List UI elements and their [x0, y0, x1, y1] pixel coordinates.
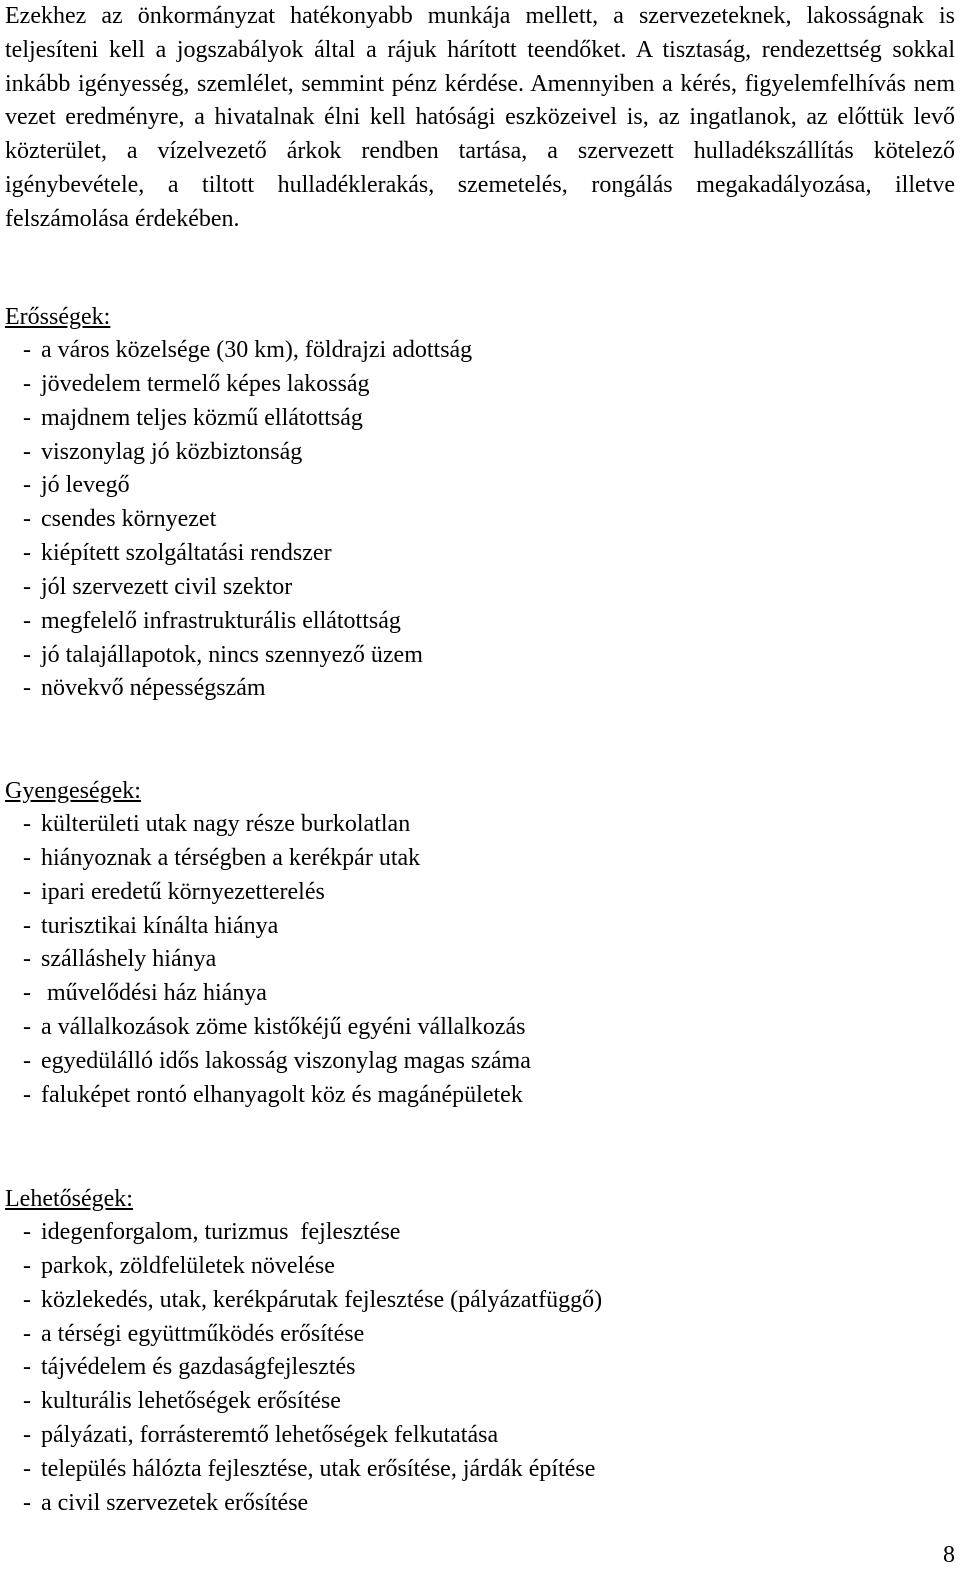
list-item	[5, 402, 955, 436]
bullet-dash: -	[23, 1422, 31, 1449]
list-item-text: turisztikai kínálta hiánya	[41, 912, 279, 939]
list-item-text: egyedülálló idős lakosság viszonylag magas száma	[41, 1047, 531, 1074]
list-item	[5, 1351, 955, 1385]
list-item-text: kulturális lehetőségek erősítése	[41, 1388, 341, 1415]
list-item-text: a vállalkozások zöme kistőkéjű egyéni vállalkozás	[41, 1014, 526, 1041]
list-item	[5, 808, 955, 842]
list-item-text: csendes környezet	[41, 506, 217, 533]
list-item	[5, 910, 955, 944]
list-item	[5, 368, 955, 402]
list-item-text: település hálózta fejlesztése, utak erősítése, járdák építése	[41, 1455, 596, 1482]
list-item	[5, 1250, 955, 1284]
page-number: 8	[943, 1542, 955, 1568]
list-item-text: jól szervezett civil szektor	[41, 573, 293, 600]
strengths-heading: Erősségek:	[5, 304, 111, 330]
list-item	[5, 1079, 955, 1113]
opportunities-section	[5, 1182, 955, 1521]
list-item-text: szálláshely hiánya	[41, 946, 217, 973]
bullet-dash: -	[23, 438, 31, 465]
list-item	[5, 1216, 955, 1250]
bullet-dash: -	[23, 540, 31, 567]
list-item	[5, 1487, 955, 1521]
bullet-dash: -	[23, 811, 31, 837]
bullet-dash: -	[23, 641, 31, 668]
list-item	[5, 334, 955, 368]
list-item-text: a város közelsége (30 km), földrajzi adottság	[41, 337, 473, 363]
list-item-text: idegenforgalom, turizmus fejlesztése	[41, 1219, 401, 1245]
list-item-text: külterületi utak nagy része burkolatlan	[41, 811, 411, 837]
list-item-text: viszonylag jó közbiztonság	[41, 438, 303, 465]
list-item-text: jövedelem termelő képes lakosság	[41, 370, 370, 397]
weaknesses-heading: Gyengeségek:	[5, 778, 141, 804]
bullet-dash: -	[23, 573, 31, 600]
bullet-dash: -	[23, 1354, 31, 1381]
list-item-text: kiépített szolgáltatási rendszer	[41, 540, 332, 567]
bullet-dash: -	[23, 472, 31, 499]
bullet-dash: -	[23, 1252, 31, 1279]
bullet-dash: -	[23, 1014, 31, 1041]
bullet-dash: -	[23, 404, 31, 431]
bullet-dash: -	[23, 675, 31, 702]
list-item	[5, 605, 955, 639]
list-item-text: művelődési ház hiánya	[41, 980, 267, 1007]
list-item	[5, 571, 955, 605]
opportunities-list	[5, 1216, 955, 1521]
list-item	[5, 1284, 955, 1318]
weaknesses-list	[5, 808, 955, 1113]
bullet-dash: -	[23, 980, 31, 1007]
list-item	[5, 1385, 955, 1419]
list-item-text: a térségi együttműködés erősítése	[41, 1320, 365, 1347]
bullet-dash: -	[23, 1388, 31, 1415]
opportunities-heading: Lehetőségek:	[5, 1186, 133, 1212]
bullet-dash: -	[23, 337, 31, 363]
list-item-text: parkok, zöldfelületek növelése	[41, 1252, 335, 1279]
weaknesses-section	[5, 774, 955, 1113]
bullet-dash: -	[23, 1320, 31, 1347]
bullet-dash: -	[23, 912, 31, 939]
list-item	[5, 943, 955, 977]
bullet-dash: -	[23, 370, 31, 397]
list-item	[5, 1011, 955, 1045]
bullet-dash: -	[23, 1081, 31, 1108]
list-item-text: jó talajállapotok, nincs szennyező üzem	[41, 641, 423, 668]
list-item	[5, 639, 955, 673]
list-item	[5, 1419, 955, 1453]
list-item-text: faluképet rontó elhanyagolt köz és magánépületek	[41, 1081, 523, 1108]
list-item-text: megfelelő infrastrukturális ellátottság	[41, 607, 401, 634]
list-item	[5, 469, 955, 503]
strengths-section	[5, 300, 955, 706]
bullet-dash: -	[23, 506, 31, 533]
list-item-text: pályázati, forrásteremtő lehetőségek felkutatása	[41, 1422, 499, 1449]
list-item	[5, 537, 955, 571]
list-item	[5, 436, 955, 470]
list-item-text: közlekedés, utak, kerékpárutak fejlesztése (pályázatfüggő)	[41, 1286, 603, 1313]
intro-paragraph: Ezekhez az önkormányzat hatékonyabb munkája mellett, a szervezeteknek, lakosságnak is teljesíteni kell a jogszabályok által a rájuk hárított teendőket. A tisztaság, rendezettség sokkal inkább igényesség, szemlélet, semmint pénz kérdése. Amennyiben a kérés, figyelemfelhívás nem vezet eredményre, a hivatalnak élni kell hatósági eszközeivel is, az ingatlanok, az előttük levő közterület, a vízelvezető árkok rendben tartása, a szervezett hulladékszállítás kötelező igénybevétele, a tiltott hulladéklerakás, szemetelés, rongálás megakadályozása, illetve felszámolása érdekében.	[5, 3, 955, 232]
list-item	[5, 842, 955, 876]
list-item-text: növekvő népességszám	[41, 675, 266, 702]
list-item-text: hiányoznak a térségben a kerékpár utak	[41, 844, 421, 871]
bullet-dash: -	[23, 1219, 31, 1245]
strengths-list	[5, 334, 955, 706]
list-item	[5, 876, 955, 910]
bullet-dash: -	[23, 946, 31, 973]
list-item-text: ipari eredetű környezetterelés	[41, 878, 325, 905]
bullet-dash: -	[23, 1047, 31, 1074]
list-item	[5, 1453, 955, 1487]
bullet-dash: -	[23, 1455, 31, 1482]
list-item	[5, 672, 955, 706]
list-item	[5, 503, 955, 537]
list-item	[5, 1318, 955, 1352]
bullet-dash: -	[23, 1286, 31, 1313]
list-item-text: majdnem teljes közmű ellátottság	[41, 404, 363, 431]
bullet-dash: -	[23, 1489, 31, 1516]
list-item-text: tájvédelem és gazdaságfejlesztés	[41, 1354, 356, 1381]
bullet-dash: -	[23, 607, 31, 634]
bullet-dash: -	[23, 878, 31, 905]
list-item-text: a civil szervezetek erősítése	[41, 1489, 309, 1516]
list-item	[5, 1045, 955, 1079]
list-item	[5, 977, 955, 1011]
list-item-text: jó levegő	[41, 472, 130, 499]
bullet-dash: -	[23, 844, 31, 871]
